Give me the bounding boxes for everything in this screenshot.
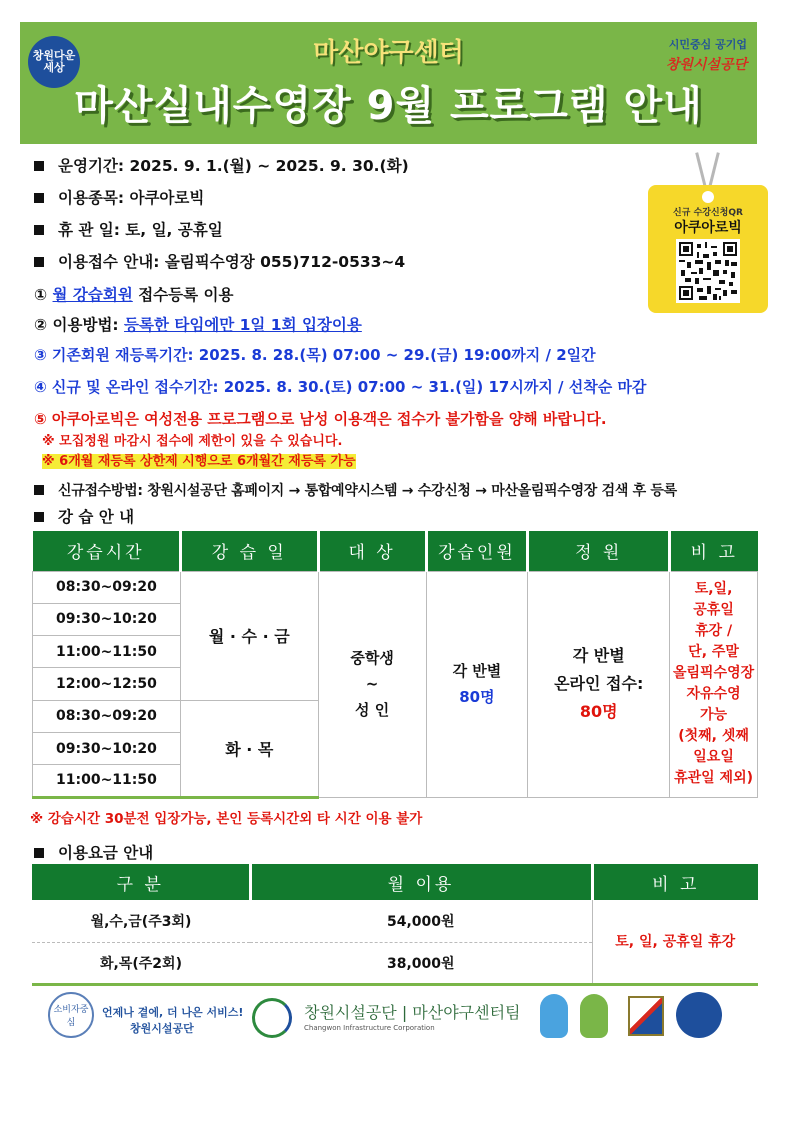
info-period-text: 운영기간: 2025. 9. 1.(월) ~ 2025. 9. 30.(화)	[58, 157, 409, 175]
section-fee-title: 이용요금 안내	[58, 844, 154, 862]
bullet-square-icon	[34, 161, 44, 171]
info-n1	[34, 283, 233, 305]
info-n2-link[interactable]: 등록한 타임에만 1일 1회 입장이용	[124, 316, 362, 334]
class-target-line: ~	[365, 675, 379, 694]
info-holiday-text: 휴 관 일: 토, 일, 공휴일	[58, 221, 223, 239]
remark-line: 일요일	[693, 749, 734, 766]
col-header: 비 고	[670, 531, 758, 571]
info-n2-num: ②	[34, 316, 48, 334]
info-n2	[34, 313, 362, 335]
table-row	[32, 900, 758, 942]
remark-line: 공휴일	[693, 602, 734, 619]
class-capacity-line: 온라인 접수:	[554, 674, 644, 694]
class-time: 12:00~12:50	[33, 668, 181, 700]
info-n3: ③ 기존회원 재등록기간: 2025. 8. 28.(목) 07:00 ~ 29.(금) 19:00까지 / 2일간	[34, 346, 596, 364]
qr-tag-hole	[702, 191, 714, 203]
info-new-method	[24, 480, 677, 500]
info-holiday	[24, 218, 223, 240]
fee-type: 월,수,금(주3회)	[32, 900, 250, 942]
schedule-table	[32, 531, 758, 799]
class-time: 09:30~10:20	[33, 603, 181, 635]
col-header: 강습시간	[33, 531, 181, 571]
class-capacity	[528, 571, 670, 797]
info-item	[24, 186, 204, 208]
remark-line: 자유수영	[686, 686, 741, 703]
qr-tag[interactable]	[648, 185, 768, 313]
bullet-square-icon	[34, 193, 44, 203]
bullet-square-icon	[34, 512, 44, 522]
info-n1-num: ①	[34, 286, 48, 304]
header-banner	[20, 22, 757, 144]
schedule-header-row	[33, 531, 758, 571]
class-people	[426, 571, 528, 797]
remark-line: 휴관일 제외)	[674, 770, 753, 787]
mascot-icon	[580, 994, 608, 1038]
ccm-badge-icon	[48, 992, 94, 1038]
bullet-square-icon	[34, 848, 44, 858]
footer-slogan-org: 창원시설공단	[130, 1022, 194, 1035]
remark-line: (첫째, 셋째	[678, 728, 749, 745]
info-item-text: 이용종목: 아쿠아로빅	[58, 189, 205, 207]
footer-org: 창원시설공단 | 마산야구센터팀	[304, 1003, 521, 1022]
col-header: 강습인원	[426, 531, 528, 571]
class-time: 11:00~11:50	[33, 765, 181, 797]
human-rights-mark-icon	[676, 992, 722, 1038]
info-reception	[24, 250, 405, 272]
fee-price: 38,000원	[250, 942, 592, 984]
col-header: 비 고	[592, 864, 758, 900]
fee-type: 화,목(주2회)	[32, 942, 250, 984]
ccm-badge-text: 소비자중심	[53, 1005, 89, 1028]
header-subtitle: 마산야구센터	[313, 38, 464, 68]
col-header: 강 습 일	[180, 531, 318, 571]
col-header: 구 분	[32, 864, 250, 900]
class-time: 08:30~09:20	[33, 571, 181, 603]
corp-brand	[666, 36, 747, 74]
info-n1-link[interactable]: 월 강습회원	[52, 286, 133, 304]
bullet-square-icon	[34, 257, 44, 267]
section-fee-heading	[24, 841, 153, 863]
class-days: 화 · 목	[180, 700, 318, 797]
footer-slogan: 언제나 곁에, 더 나은 서비스!	[102, 1006, 244, 1019]
class-people-line: 각 반별	[452, 662, 502, 681]
info-new-method-text: 신규접수방법: 창원시설공단 홈페이지 → 통합예약시스템 → 수강신청 → 마산올림픽수영장 검색 후 등록	[58, 483, 677, 499]
fee-remark: 토, 일, 공휴일 휴강	[592, 900, 758, 984]
remark-line: 단, 주말	[688, 644, 739, 661]
corp-brand-tagline: 시민중심 공기업	[668, 38, 747, 51]
class-capacity-line: 각 반별	[572, 646, 625, 666]
class-target	[318, 571, 426, 797]
info-period	[24, 154, 409, 176]
info-n4: ④ 신규 및 온라인 접수기간: 2025. 8. 30.(토) 07:00 ~ 31.(일) 17시까지 / 선착순 마감	[34, 378, 647, 396]
class-days: 월 · 수 · 금	[180, 571, 318, 700]
class-remark	[670, 571, 758, 797]
remark-line: 휴강 /	[695, 623, 733, 640]
fee-table	[32, 864, 758, 986]
qr-tag-title: 아쿠아로빅	[674, 220, 742, 236]
remark-line: 토,일,	[694, 581, 733, 598]
fee-header-row	[32, 864, 758, 900]
footer	[40, 990, 770, 1050]
bullet-square-icon	[34, 225, 44, 235]
section-class-title: 강 습 안 내	[58, 508, 135, 526]
bullet-square-icon	[34, 485, 44, 495]
class-capacity-count: 80명	[579, 702, 618, 722]
qr-tag-caption: 신규 수강신청QR	[673, 208, 743, 218]
class-people-count: 80명	[459, 688, 495, 707]
certification-mark-icon	[628, 996, 664, 1036]
col-header: 대 상	[318, 531, 426, 571]
info-n2-label: 이용방법:	[52, 316, 125, 334]
remark-line: 올림픽수영장	[672, 665, 755, 682]
class-target-line: 성 인	[354, 701, 390, 720]
table-row	[33, 571, 758, 603]
class-time: 09:30~10:20	[33, 732, 181, 764]
footer-org-en: Changwon Infrastructure Corporation	[304, 1024, 435, 1032]
info-note1: ※ 모집정원 마감시 접수에 제한이 있을 수 있습니다.	[42, 434, 343, 449]
col-header: 월 이용	[250, 864, 592, 900]
info-n5: ⑤ 아쿠아로빅은 여성전용 프로그램으로 남성 이용객은 접수가 불가함을 양해 바랍니다.	[34, 410, 607, 428]
corp-brand-name: 창원시설공단	[665, 57, 747, 73]
section-class-heading	[24, 505, 134, 527]
schedule-note: ※ 강습시간 30분전 입장가능, 본인 등록시간외 타 시간 이용 불가	[30, 811, 423, 827]
mascot-icon	[540, 994, 568, 1038]
qr-code-icon[interactable]	[676, 239, 740, 303]
page-title: 마산실내수영장 9월 프로그램 안내	[74, 83, 703, 129]
info-reception-text: 이용접수 안내: 올림픽수영장 055)712-0533~4	[58, 253, 406, 271]
fee-price: 54,000원	[250, 900, 592, 942]
remark-line: 가능	[700, 707, 728, 724]
class-target-line: 중학생	[350, 649, 394, 668]
class-time: 11:00~11:50	[33, 636, 181, 668]
corp-logo-icon	[252, 998, 292, 1038]
info-note2: ※ 6개월 재등록 상한제 시행으로 6개월간 재등록 가능	[42, 454, 356, 469]
info-n1-rest: 접수등록 이용	[132, 286, 234, 304]
class-time: 08:30~09:20	[33, 700, 181, 732]
city-logo-text: 창원다운 세상	[32, 49, 76, 74]
col-header: 정 원	[528, 531, 670, 571]
